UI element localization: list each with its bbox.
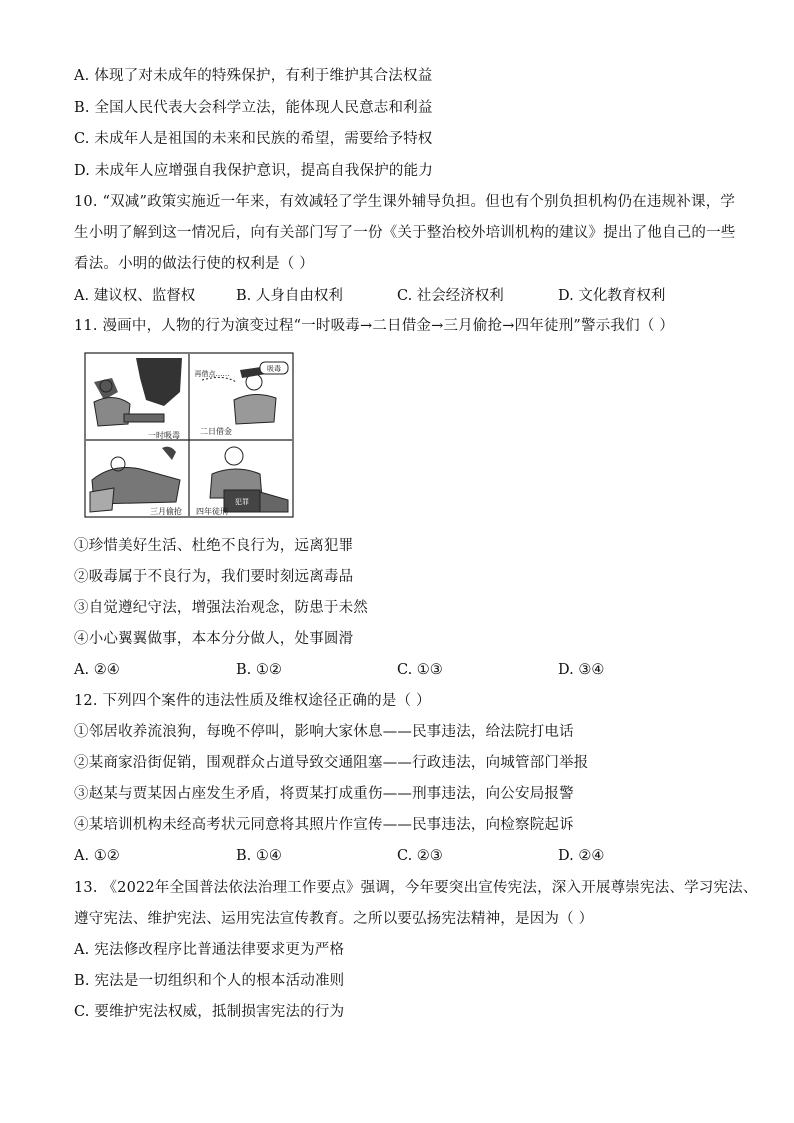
q11-statement-1: ①珍惜美好生活、杜绝不良行为，远离犯罪 <box>74 538 354 554</box>
q11-statement-3: ③自觉遵纪守法，增强法治观念，防患于未然 <box>74 600 368 616</box>
drug-comic-image <box>84 352 294 518</box>
q10-stem-line2: 生小明了解到这一情况后，向有关部门写了一份《关于整治校外培训机构的建议》提出了他自己的一些 <box>74 225 736 241</box>
q12-stem: 12. 下列四个案件的违法性质及维权途径正确的是（ ） <box>74 693 431 709</box>
q13-stem-line1: 13. 《2022年全国普法依法治理工作要点》强调，今年要突出宣传宪法，深入开展尊崇宪法、学习宪法、 <box>74 880 758 896</box>
comic-label-4: 四年徒刑 <box>196 507 228 516</box>
q10-stem-line3: 看法。小明的做法行使的权利是（ ） <box>74 256 315 272</box>
q12-option-d: D. ②④ <box>558 848 605 864</box>
q11-option-c: C. ①③ <box>397 662 443 678</box>
q10-option-d: D. 文化教育权利 <box>558 288 666 304</box>
q12-option-c: C. ②③ <box>397 848 443 864</box>
q13-option-b: B. 宪法是一切组织和个人的根本活动准则 <box>74 973 345 989</box>
q9-option-c: C. 未成年人是祖国的未来和民族的希望，需要给予特权 <box>74 131 433 147</box>
comic-bubble-drug: 吸毒 <box>267 365 281 373</box>
q10-option-a: A. 建议权、监督权 <box>74 288 196 304</box>
comic-label-2: 二日借金 <box>200 427 232 436</box>
q12-options <box>74 846 714 866</box>
q11-option-d: D. ③④ <box>558 662 605 678</box>
q9-option-d: D. 未成年人应增强自我保护意识，提高自我保护的能力 <box>74 163 434 179</box>
q13-stem-line2: 遵守宪法、维护宪法、运用宪法宣传教育。之所以要弘扬宪法精神，是因为（ ） <box>74 911 594 927</box>
q13-option-a: A. 宪法修改程序比普通法律要求更为严格 <box>74 942 345 958</box>
comic-label-1: 一时吸毒 <box>148 431 180 440</box>
q12-option-b: B. ①④ <box>236 848 282 864</box>
q12-statement-1: ①邻居收养流浪狗，每晚不停叫，影响大家休息——民事违法，给法院打电话 <box>74 724 574 740</box>
comic-crime-sign: 犯罪 <box>235 498 249 506</box>
q12-statement-4: ④某培训机构未经高考状元同意将其照片作宣传——民事违法，向检察院起诉 <box>74 817 574 833</box>
q12-statement-3: ③赵某与贾某因占座发生矛盾，将贾某打成重伤——刑事违法，向公安局报警 <box>74 786 574 802</box>
q10-option-b: B. 人身自由权利 <box>236 288 343 304</box>
q12-statement-2: ②某商家沿街促销，围观群众占道导致交通阻塞——行政违法，向城管部门举报 <box>74 755 589 771</box>
q11-stem: 11. 漫画中，人物的行为演变过程“一时吸毒→二日借金→三月偷抢→四年徒刑”警示我们（ ） <box>74 318 675 334</box>
q9-option-a: A. 体现了对未成年的特殊保护，有利于维护其合法权益 <box>74 68 433 84</box>
q11-statement-2: ②吸毒属于不良行为，我们要时刻远离毒品 <box>74 569 354 585</box>
q9-option-b: B. 全国人民代表大会科学立法，能体现人民意志和利益 <box>74 100 433 116</box>
comic-label-3: 三月偷抢 <box>150 507 182 516</box>
q12-option-a: A. ①② <box>74 848 120 864</box>
q10-options <box>74 286 714 306</box>
q10-option-c: C. 社会经济权利 <box>397 288 504 304</box>
q11-statement-4: ④小心翼翼做事，本本分分做人，处事圆滑 <box>74 631 354 647</box>
comic-bubble-borrow: 再借点…… <box>194 370 230 378</box>
q11-option-a: A. ②④ <box>74 662 120 678</box>
q10-stem-line1: 10. “双减”政策实施近一年来，有效减轻了学生课外辅导负担。但也有个别负担机构仍在违规补课，学 <box>74 194 736 210</box>
q13-option-c: C. 要维护宪法权威，抵制损害宪法的行为 <box>74 1004 345 1020</box>
q11-options <box>74 660 714 680</box>
q11-option-b: B. ①② <box>236 662 282 678</box>
